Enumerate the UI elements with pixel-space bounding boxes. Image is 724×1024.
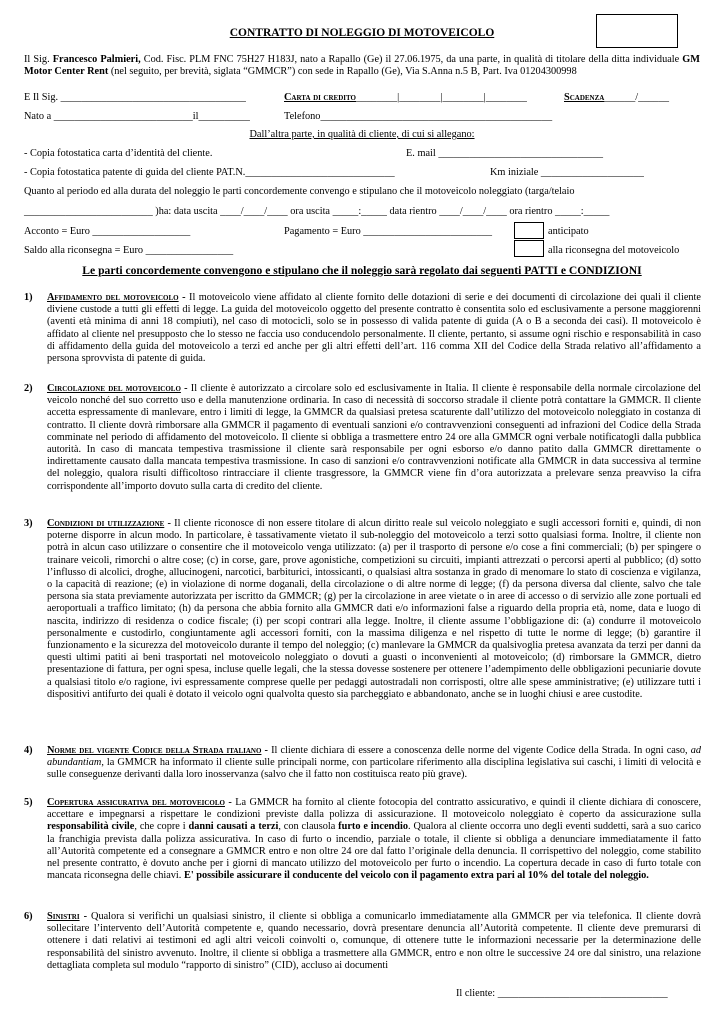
dates-line[interactable]: _________________________ )ha: data uscita ____/____/____ ora uscita _____:_____ data rientro ____/____/____ ora rientro _____:_____	[24, 206, 610, 217]
document-title: CONTRATTO DI NOLEGGIO DI MOTOVEICOLO	[229, 27, 495, 39]
credit-card-label: Carta di credito	[284, 92, 356, 103]
advance-label: anticipato	[548, 226, 589, 237]
id-card-copy: - Copia fotostatica carta d’identità del cliente.	[24, 148, 213, 159]
header-text-2: (nel seguito, per brevità, siglata “GMMCR”) con sede in Rapallo (Ge), Via S.Anna n.5 B, Part. Iva 01204300998	[108, 66, 577, 78]
article-text: , la GMMCR ha informato il cliente sulle principali norme, con particolare riferimento alla disciplina legislativa sui caschi, i limiti di velocità e sulle conseguenze derivanti dalla loro inosservanza (salvo che il fatto non costituisca reato più grave).	[47, 757, 701, 781]
article-text: Il cliente è autorizzato a circolare solo ed esclusivamente in Italia. Il cliente è responsabile della normale circolazione del veicolo nonché del suo corretto uso e della manutenzione ordinaria. In caso di necessità di soccorso stradale il cliente potrà contattare la GMMCR. Il cliente accetta espressamente di manlevare, entro i limiti di legge, la GMMCR da qualsiasi pretesa scaturente dall’utilizzo del motoveicolo noleggiato in costanza di contratto. Il cliente dovrà rimborsare alla GMMCR il pagamento di eventuali sanzioni e/o contravvenzioni conseguenti ad infrazioni del Codice della Strada comminate nel periodo di affidamento del motoveicolo. Il cliente si obbliga a trasmettere entro 24 ore alla GMMCR ogni verbale notificatogli dalla pubblica autorità. In caso di mancata tempestiva trasmissione il cliente sarà responsabile per ogni esborso e/o danno patito dalla GMMCR direttamente o indirettamente causato dalla mancata tempestiva trasmissione. In caso di sanzioni e/o contravvenzioni notificate alla GMMCR in data successiva al termine del noleggio, qualora risulti difficoltoso rintracciare il cliente trasgressore, la GMMCR viene fin d’ora autorizzata a prelevare senza preavviso la cifra corrispondente all’importo dovuto sulla carta di credito del cliente.	[47, 383, 702, 492]
article-number: 4)	[24, 745, 33, 756]
initial-km-field[interactable]: Km iniziale ____________________	[490, 167, 644, 178]
article-text: Qualora si verifichi un qualsiasi sinistro, il cliente si obbliga a comunicarlo immediatamente alla GMMCR per via telefonica. Il cliente dovrà sollecitare l’intervento dell’Autorità competente e, quando necessario, dovrà presentare denuncia all’Autorità competente. Il cliente deve premurarsi di ottenere i dati relativi ai testimoni ed agli altri veicoli coinvolti o, comunque, di ottenere tutte le informazioni necessarie per la determinazione delle responsabilità del sinistro avvenuto. Inoltre, il cliente si obbliga a trasmettere alla GMMCR, entro e non oltre le successive 24 ore dal sinistro, una relazione dettagliata completa sul modulo “rapporto di sinistro” (CID), accluso ai documenti	[47, 911, 701, 971]
article-bold: E' possibile assicurare il conducente del veicolo con il pagamento extra pari al 10% del totale del noleggio.	[183, 870, 649, 882]
advance-checkbox[interactable]	[514, 222, 544, 239]
on-return-checkbox[interactable]	[514, 240, 544, 257]
article-number: 2)	[24, 383, 33, 394]
phone-field[interactable]: Telefono_____________________________________________	[284, 111, 553, 122]
article-3: Condizioni di utilizzazione - Il cliente riconosce di non essere titolare di alcun diritto reale sul veicolo noleggiato e sugli accessori forniti e, quindi, di non poterne disporre in alcun modo. In particolare, è tassativamente vietato il sub-noleggio del motoveicolo a terzi sotto qualsiasi forma. Inoltre, il cliente non potrà in alcun caso utilizzare o consentire che il motoveicolo venga utilizzato: (a) per il trasporto di persone e/o cose a fini commerciali; (b) per spingere o trainare veicoli, rimorchi o altre cose; (c) in corse, gare, prove agonistiche, competizioni su circuiti, impianti attrezzati o percorsi aperti al pubblico; (d) sotto l’influsso di alcolici, droghe, allucinogeni, narcotici, barbiturici, intossicanti, o qualsiasi altra sostanza in grado di menomare lo stato di coscienza e vigilanza, o la capacità di reazione; (e) in violazione di norme doganali, della circolazione o di altre norme di legge; (f) da persona diversa dal cliente, salvo che tale persona sia stata previamente autorizzata per iscritto da GMMCR; (g) per la circolazione in aree vietate o in aree di accesso o di servizio alle zone portuali ed aeroportuali a traffico limitato; (h) da persona che abbia fornito alla GMMCR dati e/o informazioni false a riguardo della propria età, nome, data e luogo di nascita, indirizzo di residenza o codice fiscale; (i) per scopi contrari alla legge. Inoltre, il cliente assume l’obbligazione di: (a) condurre il motoveicolo personalmente e custodirlo, congiuntamente agli accessori forniti, con la massima diligenza e nel rispetto di tutte le norme di legge; (b) garantire il funzionamento e la sicurezza del motoveicolo durante il tempo del noleggio; (c) manlevare la GMMCR da qualsivoglia pretesa avanzata da terzi per danni da questi ultimi patiti ai beni trasportati nel motoveicolo noleggiato o dovuti a guasti o inconvenienti al motoveicolo; (d) rimborsare la GMMCR, dietro presentazione di fattura, per ogni spesa, incluse quelle legali, che la stessa dovesse sostenere per ottenere l’adempimento delle obbligazioni pecuniarie dovute a qualsiasi titolo e/o ragione, ivi espressamente comprese quelle per pedaggi autostradali non corrisposti, oltre alle spese amministrative; (e) utilizzare tutti i dispositivi antifurto dei quali è dotato il veicolo ogni qualvolta questo sia parcheggiato e abbandonato, anche se in luoghi chiusi e aree custodite.	[47, 518, 701, 700]
credit-card-field[interactable]	[284, 92, 527, 104]
article-bold: furto e incendio	[338, 821, 408, 833]
expiry-blanks: ______/______	[604, 92, 669, 103]
deposit-field[interactable]: Acconto = Euro ___________________	[24, 226, 191, 237]
terms-heading: Le parti concordemente convengono e stipulano che il noleggio sarà regolato dai seguenti PATTI e CONDIZIONI	[82, 264, 642, 277]
article-text: Il cliente dichiara di essere a conoscenza delle norme del vigente Codice della Strada. In ogni caso,	[271, 745, 691, 756]
on-return-label: alla riconsegna del motoveicolo	[548, 245, 680, 256]
article-title: Circolazione del motoveicolo	[47, 383, 181, 394]
expiry-field[interactable]	[564, 92, 669, 104]
article-number: 3)	[24, 518, 33, 529]
article-title: Norme del vigente Codice della Strada italiano	[47, 745, 262, 756]
header-paragraph	[24, 54, 700, 78]
article-text: Il motoveicolo viene affidato al cliente fornito delle dotazioni di serie e dei documenti di circolazione dei quali il cliente diviene custode a tutti gli effetti di legge. La guida del motoveicolo oggetto del presente contratto è consentita solo ed esclusivamente a persone maggiorenni (aventi età minima di anni 18 compiuti), nel caso di motocicli, solo se in possesso di valida patente di guida (A o B a seconda dei casi). Il motoveicolo è affidato al cliente nel presupposto che lo stesso ne faccia uso conducendolo personalmente. Il cliente, pertanto, si assume ogni rischio e responsabilità in caso di affidamento della guida del motoveicolo a terzi ed anche per gli altri effetti dell’art. 116 comma XII del Codice della Strada relativo all’affidamento a persona sprovvista di patente di guida.	[47, 292, 701, 365]
article-title: Copertura assicurativa del motoveicolo	[47, 797, 225, 808]
article-6: Sinistri - Qualora si verifichi un qualsiasi sinistro, il cliente si obbliga a comunicarlo immediatamente alla GMMCR per via telefonica. Il cliente dovrà sollecitare l’intervento dell’Autorità competente e, quando necessario, dovrà presentare denuncia all’Autorità competente. Il cliente deve premurarsi di ottenere i dati relativi ai testimoni ed agli altri veicoli coinvolti o, comunque, di ottenere tutte le informazioni necessarie per la determinazione delle responsabilità del sinistro avvenuto. Inoltre, il cliente si obbliga a trasmettere alla GMMCR, entro e non oltre le successive 24 ore dal sinistro, una relazione dettagliata completa sul modulo “rapporto di sinistro” (CID), accluso ai documenti	[47, 911, 701, 971]
article-italic: ad abundantiam	[47, 745, 701, 769]
article-text: Il cliente riconosce di non essere titolare di alcun diritto reale sul veicolo noleggiato e sugli accessori forniti e, quindi, di non poterne disporre in alcun modo. In particolare, è tassativamente vietato il sub-noleggio del motoveicolo a terzi sotto qualsiasi forma. Inoltre, il cliente non potrà in alcun caso utilizzare o consentire che il motoveicolo venga utilizzato: (a) per il trasporto di persone e/o cose a fini commerciali; (b) per spingere o trainare veicoli, rimorchi o altre cose; (c) in corse, gare, prove agonistiche, competizioni su circuiti, impianti attrezzati o percorsi aperti al pubblico; (d) sotto l’influsso di alcolici, droghe, allucinogeni, narcotici, barbiturici, intossicanti, o qualsiasi altra sostanza in grado di menomare lo stato di coscienza e vigilanza, o la capacità di reazione; (e) in violazione di norme doganali, della circolazione o di altre norme di legge; (f) da persona diversa dal cliente, salvo che tale persona sia stata previamente autorizzata per iscritto da GMMCR; (g) per la circolazione in aree vietate o in aree di accesso o di servizio alle zone portuali ed aeroportuali a traffico limitato; (h) da persona che abbia fornito alla GMMCR dati e/o informazioni false a riguardo della propria età, nome, data e luogo di nascita, indirizzo di residenza o codice fiscale; (i) per scopi contrari alla legge. Inoltre, il cliente assume l’obbligazione di: (a) condurre il motoveicolo personalmente e custodirlo, congiuntamente agli accessori forniti, con la massima diligenza e nel rispetto di tutte le norme di legge; (b) garantire il funzionamento e la sicurezza del motoveicolo durante il tempo del noleggio; (c) manlevare la GMMCR da qualsivoglia pretesa avanzata da terzi per danni da questi ultimi patiti ai beni trasportati nel motoveicolo noleggiato o dovuti a guasti o inconvenienti al motoveicolo; (d) rimborsare la GMMCR, dietro presentazione di fattura, per ogni spesa, incluse quelle legali, che la stessa dovesse sostenere per ottenere l’adempimento delle obbligazioni pecuniarie dovute a qualsiasi titolo e/o ragione, ivi espressamente comprese quelle per pedaggi autostradali non corrisposti, oltre alle spese amministrative; (e) utilizzare tutti i dispositivi antifurto dei quali è dotato il veicolo ogni qualvolta questo sia parcheggiato e abbandonato, anche se in luoghi chiusi e aree custodite.	[47, 518, 701, 700]
article-4: Norme del vigente Codice della Strada italiano - Il cliente dichiara di essere a conoscenza delle norme del vigente Codice della Strada. In ogni caso, ad abundantiam, la GMMCR ha informato il cliente sulle principali norme, con particolare riferimento alla disciplina legislativa sui caschi, i limiti di velocità e sulle conseguenze derivanti dalla loro inosservanza (salvo che il fatto non costituisca reato più grave).	[47, 745, 701, 781]
article-1: Affidamento del motoveicolo - Il motoveicolo viene affidato al cliente fornito delle dotazioni di serie e dei documenti di circolazione dei quali il cliente diviene custode a tutti gli effetti di legge. La guida del motoveicolo oggetto del presente contratto è consentita solo ed esclusivamente a persone maggiorenni (aventi età minima di anni 18 compiuti), nel caso di motocicli, solo se in possesso di valida patente di guida (A o B a seconda dei casi). Il motoveicolo è affidato al cliente nel presupposto che lo stesso ne faccia uso conducendolo personalmente. Il cliente, pertanto, si assume ogni rischio e responsabilità in caso di affidamento della guida del motoveicolo a terzi ed anche per gli altri effetti dell’art. 116 comma XII del Codice della Strada relativo all’affidamento a persona sprovvista di patente di guida.	[47, 292, 701, 365]
other-party-text: Dall’altra parte, in qualità di cliente, di cui si allegano:	[249, 129, 475, 140]
payment-field[interactable]: Pagamento = Euro _________________________	[284, 226, 493, 237]
header-prefix: Il Sig.	[24, 54, 53, 65]
company-name: GM Motor Center Rent	[24, 54, 701, 78]
other-party-line	[0, 129, 724, 141]
article-title: Affidamento del motoveicolo	[47, 292, 179, 303]
article-bold: responsabilità civile	[47, 821, 135, 833]
article-title: Condizioni di utilizzazione	[47, 518, 165, 529]
article-title: Sinistri	[47, 911, 80, 922]
article-number: 6)	[24, 911, 33, 922]
client-signature-field[interactable]: Il cliente: _________________________________	[456, 988, 668, 999]
owner-name: Francesco Palmieri,	[52, 54, 141, 65]
article-text: La GMMCR ha fornito al cliente fotocopia del contratto assicurativo, e quindi il cliente dichiara di conoscere, accettare e impegnarsi a rispettare le condizioni previste dalla polizza di assicurazione. Il motoveicolo noleggiato è coperto da assicurazione sulla	[47, 797, 702, 821]
article-2: Circolazione del motoveicolo - Il cliente è autorizzato a circolare solo ed esclusivamente in Italia. Il cliente è responsabile della normale circolazione del veicolo nonché del suo corretto uso e della manutenzione ordinaria. In caso di necessità di soccorso stradale il cliente potrà contattare la GMMCR. Il cliente accetta espressamente di manlevare, entro i limiti di legge, la GMMCR da qualsiasi pretesa scaturente dall’utilizzo del motoveicolo noleggiato in costanza di contratto. Il cliente dovrà rimborsare alla GMMCR il pagamento di eventuali sanzioni e/o contravvenzioni conseguenti ad infrazioni del Codice della Strada comminate nel periodo di affidamento del motoveicolo. Il cliente si obbliga a trasmettere entro 24 ore alla GMMCR ogni verbale notificatogli dalla pubblica autorità. In caso di mancata tempestiva trasmissione il cliente sarà responsabile per ogni esborso e/o danno patito dalla GMMCR direttamente o indirettamente causato dalla mancata tempestiva trasmissione. In caso di sanzioni e/o contravvenzioni notificate alla GMMCR in data successiva al termine del noleggio, qualora risulti difficoltoso rintracciare il cliente trasgressore, la GMMCR viene fin d’ora autorizzata a prelevare senza preavviso la cifra corrispondente all’importo dovuto sulla carta di credito del cliente.	[47, 383, 702, 492]
balance-field[interactable]: Saldo alla riconsegna = Euro _________________	[24, 245, 234, 256]
stamp-box	[596, 14, 678, 48]
article-bold: danni causati a terzi	[188, 821, 279, 833]
header-text-1: Cod. Fisc. PLM FNC 75H27 H183J, nato a Rapallo (Ge) il 27.06.1975, da una parte, in qualità di titolare della ditta individuale	[140, 54, 683, 65]
article-text: . Qualora al cliente occorra uno degli eventi suddetti, sarà a suo carico la franchigia prevista dalla polizza assicurativa. In caso di furto o incendio, parziale o totale, il cliente si obbliga a denunciare immediatamente il fatto all’Autorità competente ed a consegnare a GMMCR entro e non oltre 24 ore dal fatto l’originale della denuncia. Il corrispettivo del noleggio, come stabilito nel presente contratto, è dovuto anche per i giorni di mancato utilizzo del motoveicolo per furto o incendio. La copertura decade in caso di furto totale con mancata riconsegna delle chiavi.	[47, 821, 701, 882]
article-number: 5)	[24, 797, 33, 808]
birthplace-field[interactable]: Nato a ___________________________il__________	[24, 111, 250, 122]
credit-card-blanks: ________|________|________|________	[355, 92, 527, 103]
article-text: , che copre i	[134, 821, 189, 833]
client-name-field[interactable]: E Il Sig. ____________________________________	[24, 92, 246, 103]
article-number: 1)	[24, 292, 33, 303]
license-number-field[interactable]: - Copia fotostatica patente di guida del cliente PAT.N._____________________________	[24, 167, 395, 178]
email-field[interactable]: E. mail ________________________________	[406, 148, 604, 159]
period-paragraph: Quanto al periodo ed alla durata del noleggio le parti concordemente convengo e stipulano che il motoveicolo noleggiato (targa/telaio	[24, 186, 575, 197]
expiry-label: Scadenza	[564, 92, 605, 103]
article-text: , con clausola	[278, 821, 339, 833]
article-5: Copertura assicurativa del motoveicolo - La GMMCR ha fornito al cliente fotocopia del contratto assicurativo, e quindi il cliente dichiara di conoscere, accettare e impegnarsi a rispettare le condizioni previste dalla polizza di assicurazione. Il motoveicolo noleggiato è coperto da assicurazione sulla responsabilità civile, che copre i danni causati a terzi, con clausola furto e incendio. Qualora al cliente occorra uno degli eventi suddetti, sarà a suo carico la franchigia prevista dalla polizza assicurativa. In caso di furto o incendio, parziale o totale, il cliente si obbliga a denunciare immediatamente il fatto all’Autorità competente ed a consegnare a GMMCR entro e non oltre 24 ore dal fatto l’originale della denuncia. Il corrispettivo del noleggio, come stabilito nel presente contratto, è dovuto anche per i giorni di mancato utilizzo del motoveicolo per furto o incendio. La copertura decade in caso di furto totale con mancata riconsegna delle chiavi. E' possibile assicurare il conducente del veicolo con il pagamento extra pari al 10% del totale del noleggio.	[47, 797, 702, 882]
